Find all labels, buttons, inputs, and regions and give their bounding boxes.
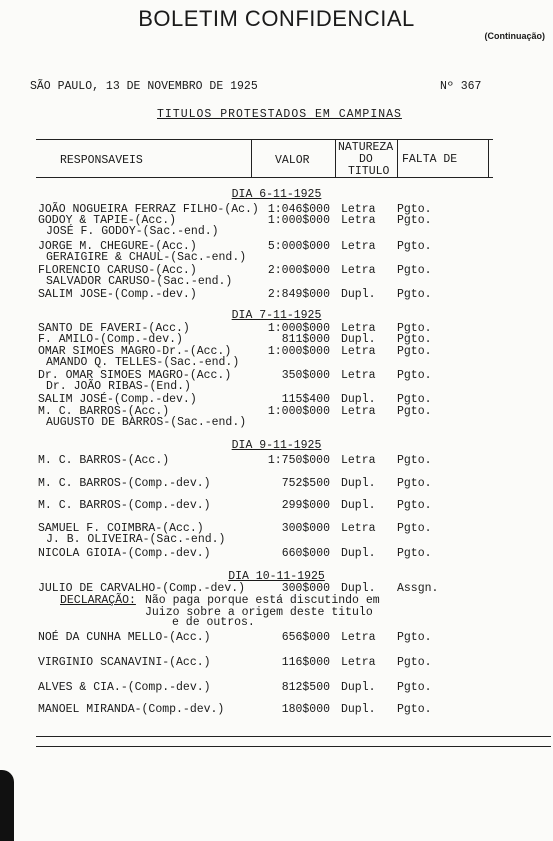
responsavel: F. AMILO-(Comp.-dev.) (38, 333, 183, 346)
endorser: AMANDO Q. TELLES-(Sac.-end.) (46, 356, 240, 369)
natureza: Dupl. (341, 547, 376, 560)
falta: Pgto. (397, 477, 432, 490)
responsavel: SALIM JOSÉ-(Comp.-dev.) (38, 393, 197, 406)
natureza: Letra (341, 454, 376, 467)
responsavel: SALIM JOSE-(Comp.-dev.) (38, 288, 197, 301)
natureza: Letra (341, 322, 376, 335)
responsavel: M. C. BARROS-(Comp.-dev.) (38, 499, 211, 512)
table-row (0, 288, 553, 301)
continuation-label: (Continuação) (484, 31, 545, 41)
falta: Assgn. (397, 582, 439, 595)
endorser: J. B. OLIVEIRA-(Sac.-end.) (46, 533, 226, 546)
responsavel: ALVES & CIA.-(Comp.-dev.) (38, 681, 211, 694)
natureza: Letra (341, 369, 376, 382)
valor: 656$000 (281, 631, 330, 644)
responsavel: JULIO DE CARVALHO-(Comp.-dev.) (38, 582, 246, 595)
natureza: Letra (341, 405, 376, 418)
col-divider (335, 139, 336, 177)
table-row (0, 656, 553, 669)
natureza: Dupl. (341, 582, 376, 595)
natureza: Letra (341, 631, 376, 644)
table-row (0, 703, 553, 716)
declaration-text: e de outros. (172, 616, 255, 629)
responsavel: SAMUEL F. COIMBRA-(Acc.) (38, 522, 204, 535)
natureza: Letra (341, 345, 376, 358)
scan-edge-mark (0, 770, 14, 841)
valor: 1:000$000 (267, 214, 330, 227)
natureza: Dupl. (341, 333, 376, 346)
bulletin-number: Nº 367 (440, 80, 482, 93)
natureza: Letra (341, 522, 376, 535)
footer-rule (36, 746, 551, 747)
falta: Pgto. (397, 264, 432, 277)
valor: 115$400 (281, 393, 330, 406)
falta: Pgto. (397, 454, 432, 467)
col-header-natureza-do: DO (359, 153, 373, 166)
valor: 300$000 (281, 522, 330, 535)
falta: Pgto. (397, 522, 432, 535)
responsavel: M. C. BARROS-(Acc.) (38, 454, 170, 467)
responsavel: GODOY & TAPIE-(Acc.) (38, 214, 177, 227)
falta: Pgto. (397, 203, 432, 216)
endorser: JOSÉ F. GODOY-(Sac.-end.) (46, 225, 219, 238)
responsavel: JOÃO NOGUEIRA FERRAZ FILHO-(Ac.) (38, 203, 259, 216)
col-header-falta: FALTA DE (402, 153, 458, 166)
valor: 2:000$000 (267, 264, 330, 277)
endorser: AUGUSTO DE BARROS-(Sac.-end.) (46, 416, 247, 429)
valor: 2:849$000 (267, 288, 330, 301)
endorser: SALVADOR CARUSO-(Sac.-end.) (46, 275, 233, 288)
responsavel: NICOLA GIOIA-(Comp.-dev.) (38, 547, 211, 560)
valor: 116$000 (281, 656, 330, 669)
natureza: Letra (341, 203, 376, 216)
responsavel: M. C. BARROS-(Acc.) (38, 405, 170, 418)
valor: 660$000 (281, 547, 330, 560)
declaration-label: DECLARAÇÃO: (60, 594, 136, 607)
falta: Pgto. (397, 393, 432, 406)
col-header-valor: VALOR (275, 154, 310, 167)
endorser: Dr. JOÃO RIBAS-(End.) (46, 380, 191, 393)
col-header-natureza: NATUREZA (338, 141, 394, 154)
falta: Pgto. (397, 499, 432, 512)
col-divider (488, 139, 489, 177)
day-heading-label: DIA 10-11-1925 (228, 570, 325, 583)
responsavel: JORGE M. CHEGURE-(Acc.) (38, 240, 197, 253)
responsavel: M. C. BARROS-(Comp.-dev.) (38, 477, 211, 490)
natureza: Dupl. (341, 681, 376, 694)
valor: 299$000 (281, 499, 330, 512)
day-heading (0, 439, 553, 452)
falta: Pgto. (397, 703, 432, 716)
footer-rule (36, 736, 551, 737)
falta: Pgto. (397, 240, 432, 253)
falta: Pgto. (397, 345, 432, 358)
falta: Pgto. (397, 681, 432, 694)
falta: Pgto. (397, 369, 432, 382)
natureza: Dupl. (341, 703, 376, 716)
valor: 350$000 (281, 369, 330, 382)
endorser: GERAIGIRE & CHAUL-(Sac.-end.) (46, 251, 247, 264)
natureza: Dupl. (341, 499, 376, 512)
valor: 811$000 (281, 333, 330, 346)
endorser-row (0, 533, 553, 546)
valor: 752$500 (281, 477, 330, 490)
falta: Pgto. (397, 214, 432, 227)
table-row (0, 681, 553, 694)
valor: 1:000$000 (267, 322, 330, 335)
natureza: Letra (341, 240, 376, 253)
table-row (0, 477, 553, 490)
table-row (0, 499, 553, 512)
valor: 180$000 (281, 703, 330, 716)
valor: 812$500 (281, 681, 330, 694)
valor: 5:000$000 (267, 240, 330, 253)
table-row (0, 454, 553, 467)
responsavel: SANTO DE FAVERI-(Acc.) (38, 322, 190, 335)
day-heading-label: DIA 6-11-1925 (231, 188, 322, 201)
natureza: Letra (341, 656, 376, 669)
declaration-note (0, 616, 553, 629)
bulletin-title: BOLETIM CONFIDENCIAL (138, 6, 415, 31)
responsavel: VIRGINIO SCANAVINI-(Acc.) (38, 656, 211, 669)
declaration-text: Juizo sobre a origem deste titulo (145, 606, 373, 619)
day-heading-label: DIA 9-11-1925 (231, 439, 322, 452)
col-divider (397, 139, 398, 177)
day-heading (0, 188, 553, 201)
table-row (0, 631, 553, 644)
endorser-row (0, 356, 553, 369)
responsavel: FLORENCIO CARUSO-(Acc.) (38, 264, 197, 277)
header-bottom-rule (36, 177, 493, 178)
natureza: Dupl. (341, 393, 376, 406)
responsavel: Dr. OMAR SIMOES MAGRO-(Acc.) (38, 369, 232, 382)
responsavel: NOÉ DA CUNHA MELLO-(Acc.) (38, 631, 211, 644)
endorser-row (0, 275, 553, 288)
day-heading-label: DIA 7-11-1925 (231, 309, 322, 322)
endorser-row (0, 225, 553, 238)
responsavel: OMAR SIMOES MAGRO-Dr.-(Acc.) (38, 345, 232, 358)
valor: 1:750$000 (267, 454, 330, 467)
endorser-row (0, 251, 553, 264)
section-title: TITULOS PROTESTADOS EM CAMPINAS (157, 108, 402, 121)
valor: 1:046$000 (267, 203, 330, 216)
falta: Pgto. (397, 547, 432, 560)
falta: Pgto. (397, 631, 432, 644)
valor: 300$000 (281, 582, 330, 595)
falta: Pgto. (397, 656, 432, 669)
natureza: Dupl. (341, 288, 376, 301)
valor: 1:000$000 (267, 405, 330, 418)
natureza: Letra (341, 214, 376, 227)
table-row (0, 547, 553, 560)
responsavel: MANOEL MIRANDA-(Comp.-dev.) (38, 703, 225, 716)
declaration-text: Não paga porque está discutindo em (145, 594, 380, 607)
natureza: Letra (341, 264, 376, 277)
endorser-row (0, 380, 553, 393)
col-divider (251, 139, 252, 177)
falta: Pgto. (397, 288, 432, 301)
col-header-responsaveis: RESPONSAVEIS (60, 154, 143, 167)
endorser-row (0, 416, 553, 429)
falta: Pgto. (397, 333, 432, 346)
header-top-rule (36, 139, 493, 140)
valor: 1:000$000 (267, 345, 330, 358)
falta: Pgto. (397, 322, 432, 335)
day-heading (0, 309, 553, 322)
falta: Pgto. (397, 405, 432, 418)
natureza: Dupl. (341, 477, 376, 490)
col-header-natureza-titulo: TITULO (348, 165, 390, 178)
dateline: SÃO PAULO, 13 DE NOVEMBRO DE 1925 (30, 80, 258, 93)
